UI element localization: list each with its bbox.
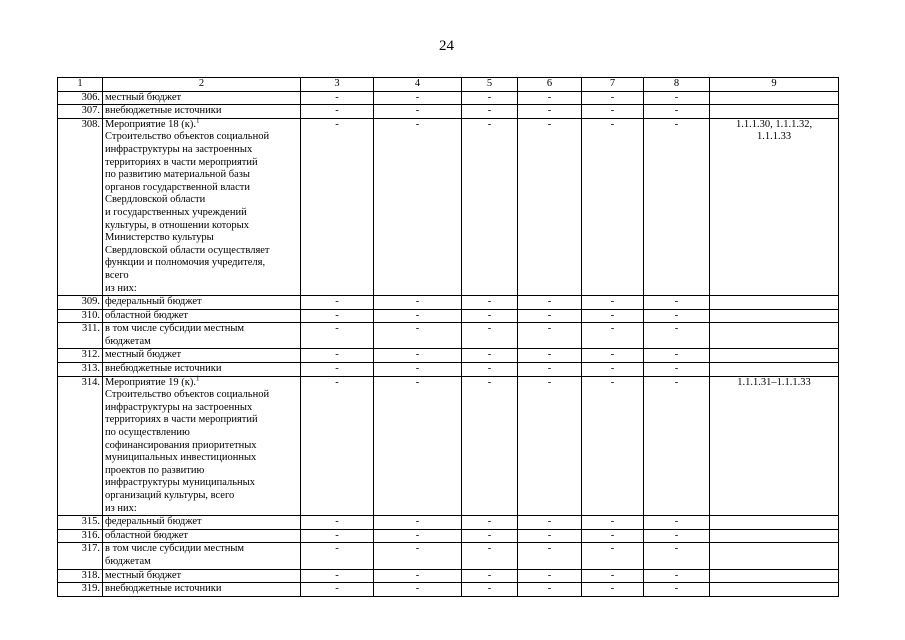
row-name-text: Мероприятие 19 (к).	[105, 376, 197, 388]
value-cell: -	[582, 529, 644, 543]
target-reference	[710, 118, 839, 295]
table-row	[58, 349, 839, 363]
column-header: 2	[103, 78, 301, 92]
value-cell: -	[374, 529, 462, 543]
row-name-line	[105, 283, 298, 296]
row-name-line	[105, 270, 298, 283]
value-cell: -	[582, 323, 644, 349]
target-reference	[710, 296, 839, 310]
row-number: 309.	[58, 296, 103, 310]
value-cell: -	[518, 349, 582, 363]
value-cell: -	[462, 516, 518, 530]
value-cell: -	[644, 376, 710, 516]
row-number: 310.	[58, 309, 103, 323]
row-name-text: бюджетам	[105, 335, 151, 347]
row-number: 311.	[58, 323, 103, 349]
row-name-line	[105, 414, 298, 427]
value-cell: -	[374, 296, 462, 310]
value-cell: -	[518, 323, 582, 349]
row-name-text: по осуществлению	[105, 427, 190, 439]
row-name-text: инфраструктуры на застроенных	[105, 401, 253, 413]
row-name-text: Мероприятие 18 (к).	[105, 118, 197, 130]
target-reference	[710, 363, 839, 377]
row-name-text: областной бюджет	[105, 309, 188, 321]
row-name	[103, 529, 301, 543]
value-cell: -	[518, 296, 582, 310]
row-name-line	[105, 194, 298, 207]
row-name-text: федеральный бюджет	[105, 516, 202, 528]
row-name	[103, 376, 301, 516]
target-reference	[710, 569, 839, 583]
value-cell: -	[518, 529, 582, 543]
row-name-line	[105, 389, 298, 402]
row-name-line	[105, 144, 298, 157]
row-name-text: инфраструктуры муниципальных	[105, 477, 255, 489]
value-cell: -	[462, 118, 518, 295]
target-reference	[710, 91, 839, 105]
value-cell: -	[582, 516, 644, 530]
row-name-line	[105, 92, 298, 105]
value-cell: -	[462, 569, 518, 583]
row-name	[103, 91, 301, 105]
value-cell: -	[644, 296, 710, 310]
value-cell: -	[518, 376, 582, 516]
target-reference	[710, 105, 839, 119]
table-row	[58, 323, 839, 349]
row-name-line	[105, 556, 298, 569]
row-name-text: функции и полномочия учредителя,	[105, 257, 266, 269]
row-name-text: местный бюджет	[105, 569, 182, 581]
row-name-line	[105, 363, 298, 376]
value-cell: -	[374, 376, 462, 516]
target-reference	[710, 529, 839, 543]
value-cell: -	[644, 91, 710, 105]
value-cell: -	[374, 363, 462, 377]
row-name-text: из них:	[105, 502, 137, 514]
value-cell: -	[582, 105, 644, 119]
value-cell: -	[518, 363, 582, 377]
value-cell: -	[301, 118, 374, 295]
target-reference	[710, 349, 839, 363]
row-name-text: в том числе субсидии местным	[105, 543, 245, 555]
value-cell: -	[518, 91, 582, 105]
table-row	[58, 529, 839, 543]
value-cell: -	[301, 323, 374, 349]
value-cell: -	[582, 376, 644, 516]
row-name-line	[105, 583, 298, 596]
row-name-text: по развитию материальной базы	[105, 169, 250, 181]
row-name-text: местный бюджет	[105, 349, 182, 361]
value-cell: -	[462, 363, 518, 377]
value-cell: -	[518, 583, 582, 597]
row-name-line	[105, 570, 298, 583]
value-cell: -	[582, 583, 644, 597]
row-name-line	[105, 374, 298, 390]
value-cell: -	[644, 569, 710, 583]
row-number: 313.	[58, 363, 103, 377]
target-reference-line: 1.1.1.31–1.1.1.33	[737, 376, 811, 388]
row-name-text: Строительство объектов социальной	[105, 389, 270, 401]
table-row	[58, 309, 839, 323]
value-cell: -	[582, 309, 644, 323]
footnote-marker: 1	[196, 116, 200, 125]
row-name	[103, 105, 301, 119]
target-reference	[710, 516, 839, 530]
value-cell: -	[301, 516, 374, 530]
value-cell: -	[374, 105, 462, 119]
value-cell: -	[374, 543, 462, 569]
column-header: 6	[518, 78, 582, 92]
footnote-marker: 1	[196, 374, 200, 383]
table-row	[58, 296, 839, 310]
value-cell: -	[374, 323, 462, 349]
row-name-text: культуры, в отношении которых	[105, 219, 249, 231]
row-number: 315.	[58, 516, 103, 530]
table-body	[58, 91, 839, 596]
value-cell: -	[518, 543, 582, 569]
value-cell: -	[462, 529, 518, 543]
row-name-text: внебюджетные источники	[105, 363, 222, 375]
value-cell: -	[301, 309, 374, 323]
row-name-text: областной бюджет	[105, 529, 188, 541]
row-name-text: в том числе субсидии местным	[105, 323, 245, 335]
row-number: 316.	[58, 529, 103, 543]
value-cell: -	[582, 349, 644, 363]
row-name-line	[105, 465, 298, 478]
row-name-line	[105, 157, 298, 170]
value-cell: -	[301, 376, 374, 516]
target-reference	[710, 543, 839, 569]
row-name	[103, 543, 301, 569]
table-row	[58, 516, 839, 530]
row-name-text: всего	[105, 269, 129, 281]
row-name-line	[105, 296, 298, 309]
row-name-text: и государственных учреждений	[105, 206, 247, 218]
row-name-text: территориях в части мероприятий	[105, 414, 258, 426]
value-cell: -	[644, 363, 710, 377]
row-name-line	[105, 257, 298, 270]
row-name	[103, 583, 301, 597]
row-name-line	[105, 116, 298, 132]
table-row	[58, 569, 839, 583]
row-number: 306.	[58, 91, 103, 105]
row-name-text: внебюджетные источники	[105, 583, 222, 595]
row-name-line	[105, 323, 298, 336]
target-reference	[710, 309, 839, 323]
row-number: 318.	[58, 569, 103, 583]
target-reference-line: 1.1.1.33	[756, 131, 792, 143]
value-cell: -	[462, 349, 518, 363]
value-cell: -	[301, 349, 374, 363]
column-header: 5	[462, 78, 518, 92]
row-name	[103, 516, 301, 530]
column-header: 3	[301, 78, 374, 92]
row-name-line	[105, 336, 298, 349]
value-cell: -	[374, 91, 462, 105]
row-name-line	[105, 232, 298, 245]
target-reference	[710, 583, 839, 597]
row-name-text: муниципальных инвестиционных	[105, 452, 257, 464]
value-cell: -	[644, 118, 710, 295]
value-cell: -	[462, 583, 518, 597]
column-header: 9	[710, 78, 839, 92]
value-cell: -	[582, 296, 644, 310]
table-row	[58, 376, 839, 516]
row-name-text: организаций культуры, всего	[105, 490, 235, 501]
value-cell: -	[644, 543, 710, 569]
row-name-line	[105, 543, 298, 556]
value-cell: -	[374, 118, 462, 295]
value-cell: -	[644, 309, 710, 323]
row-name-line	[105, 530, 298, 543]
value-cell: -	[301, 296, 374, 310]
row-name-line	[105, 452, 298, 465]
row-name-text: Строительство объектов социальной	[105, 131, 270, 143]
budget-table	[57, 77, 839, 597]
value-cell: -	[644, 516, 710, 530]
row-name-text: федеральный бюджет	[105, 296, 202, 308]
row-name	[103, 296, 301, 310]
target-reference	[710, 323, 839, 349]
value-cell: -	[644, 323, 710, 349]
row-name-line	[105, 402, 298, 415]
row-name-line	[105, 440, 298, 453]
column-header: 7	[582, 78, 644, 92]
row-name-line	[105, 310, 298, 323]
header-row	[58, 78, 839, 92]
value-cell: -	[582, 118, 644, 295]
value-cell: -	[462, 91, 518, 105]
value-cell: -	[462, 376, 518, 516]
value-cell: -	[644, 105, 710, 119]
row-name-text: софинансирования приоритетных	[105, 439, 257, 451]
value-cell: -	[644, 349, 710, 363]
row-name-line	[105, 182, 298, 195]
value-cell: -	[374, 569, 462, 583]
value-cell: -	[518, 569, 582, 583]
row-name-line	[105, 490, 298, 503]
value-cell: -	[518, 118, 582, 295]
value-cell: -	[644, 529, 710, 543]
row-name	[103, 323, 301, 349]
value-cell: -	[374, 583, 462, 597]
row-name-line	[105, 207, 298, 220]
column-header: 4	[374, 78, 462, 92]
row-number: 312.	[58, 349, 103, 363]
value-cell: -	[301, 569, 374, 583]
value-cell: -	[301, 91, 374, 105]
value-cell: -	[462, 323, 518, 349]
value-cell: -	[644, 583, 710, 597]
row-name-line	[105, 427, 298, 440]
page-number: 24	[439, 38, 454, 54]
row-name-text: инфраструктуры на застроенных	[105, 143, 253, 155]
value-cell: -	[374, 309, 462, 323]
row-name-text: органов государственной власти	[105, 181, 250, 193]
value-cell: -	[518, 309, 582, 323]
value-cell: -	[301, 105, 374, 119]
row-name-line	[105, 245, 298, 258]
row-name-line	[105, 516, 298, 529]
row-number: 317.	[58, 543, 103, 569]
table-row	[58, 91, 839, 105]
row-name-line	[105, 220, 298, 233]
row-name-line	[105, 477, 298, 490]
value-cell: -	[301, 583, 374, 597]
row-name-line	[105, 105, 298, 118]
row-name-line	[105, 169, 298, 182]
row-name	[103, 363, 301, 377]
row-name-text: территориях в части мероприятий	[105, 156, 258, 168]
row-name-text: бюджетам	[105, 555, 151, 567]
value-cell: -	[462, 296, 518, 310]
row-name	[103, 309, 301, 323]
value-cell: -	[582, 569, 644, 583]
value-cell: -	[374, 516, 462, 530]
row-name-text: проектов по развитию	[105, 464, 205, 476]
value-cell: -	[582, 363, 644, 377]
row-number: 308.	[58, 118, 103, 295]
value-cell: -	[462, 543, 518, 569]
row-name-line	[105, 503, 298, 516]
value-cell: -	[518, 105, 582, 119]
value-cell: -	[301, 363, 374, 377]
value-cell: -	[301, 543, 374, 569]
column-header: 1	[58, 78, 103, 92]
table-row	[58, 363, 839, 377]
target-reference	[710, 376, 839, 516]
table-row	[58, 118, 839, 295]
row-name-line	[105, 131, 298, 144]
row-name-text: из них:	[105, 282, 137, 294]
row-name-text: Министерство культуры	[105, 232, 214, 244]
column-header: 8	[644, 78, 710, 92]
row-name-text: внебюджетные источники	[105, 105, 222, 117]
value-cell: -	[301, 529, 374, 543]
row-number: 314.	[58, 376, 103, 516]
row-name	[103, 118, 301, 295]
value-cell: -	[582, 543, 644, 569]
value-cell: -	[374, 349, 462, 363]
row-name-text: местный бюджет	[105, 91, 182, 103]
value-cell: -	[582, 91, 644, 105]
target-reference-line: 1.1.1.30, 1.1.1.32,	[735, 118, 813, 130]
value-cell: -	[518, 516, 582, 530]
row-number: 307.	[58, 105, 103, 119]
row-name-text: Свердловской области	[105, 194, 206, 206]
row-name-line	[105, 349, 298, 362]
row-name	[103, 569, 301, 583]
table-row	[58, 543, 839, 569]
row-name-text: Свердловской области осуществляет	[105, 244, 270, 256]
value-cell: -	[462, 309, 518, 323]
table-row	[58, 105, 839, 119]
row-name	[103, 349, 301, 363]
row-number: 319.	[58, 583, 103, 597]
table-row	[58, 583, 839, 597]
value-cell: -	[462, 105, 518, 119]
